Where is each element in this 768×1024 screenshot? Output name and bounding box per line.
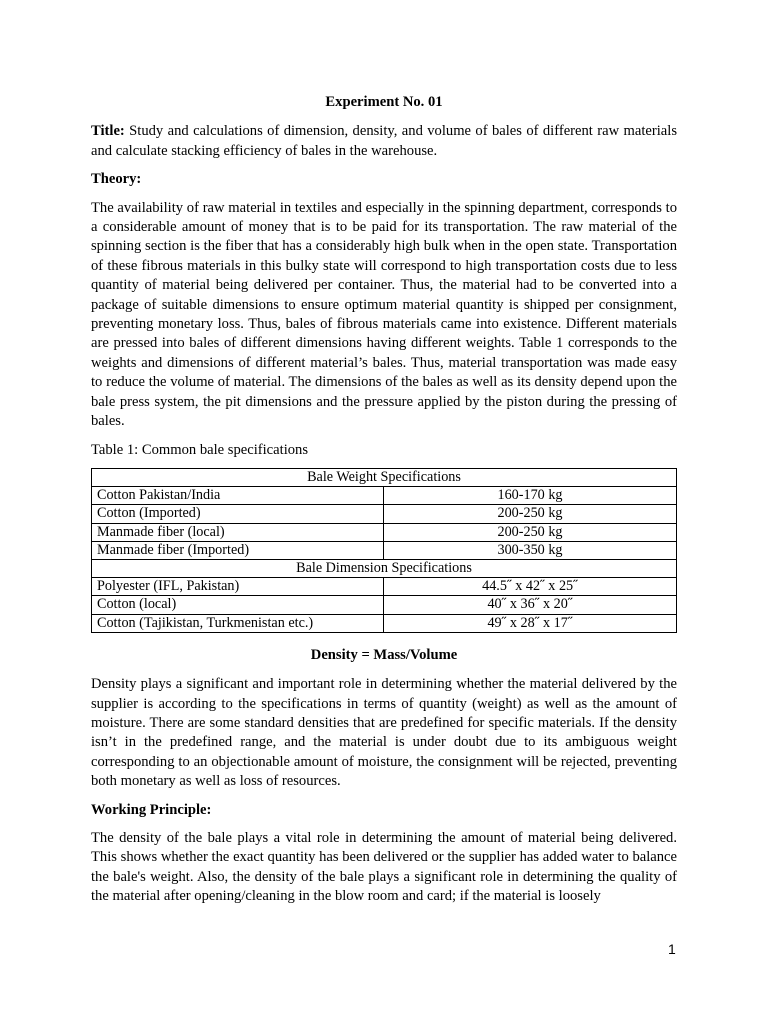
document-page (91, 93, 677, 916)
table-row (92, 505, 677, 523)
density-paragraph: Density plays a significant and important role in determining whether the material delivered by the supplier is according to the specifications in terms of quantity (weight) as well as the amount of moisture. There are some standard densities that are predefined for specific materials. If the density isn’t in the predefined range, and the material is under doubt due to its ambiguous weight corresponding to an objectionable amount of moisture, the consignment will be rejected, preventing both monetary as well as loss of resources. (91, 676, 677, 790)
table-cell-value: 49˝ x 28˝ x 17˝ (384, 614, 677, 632)
experiment-heading: Experiment No. 01 (325, 94, 443, 110)
table-row (92, 614, 677, 632)
table-row (92, 487, 677, 505)
table-row (92, 578, 677, 596)
table-cell-label: Manmade fiber (local) (92, 523, 384, 541)
table-cell-label: Cotton Pakistan/India (92, 487, 384, 505)
working-principle-paragraph: The density of the bale plays a vital role in determining the amount of material being delivered. This shows whether the exact quantity has been delivered or the supplier has added water to balance the bale's weight. Also, the density of the bale plays a significant role in determining the quality of the material after opening/cleaning in the blow room and card; if the material is loosely (91, 829, 677, 905)
table-cell-value: 200-250 kg (384, 505, 677, 523)
title-paragraph (91, 122, 677, 161)
table-cell-value: 300-350 kg (384, 541, 677, 559)
density-formula: Density = Mass/Volume (310, 646, 458, 663)
table-cell-label: Cotton (Tajikistan, Turkmenistan etc.) (92, 614, 384, 632)
table-cell-label: Manmade fiber (Imported) (92, 541, 384, 559)
table-caption: Table 1: Common bale specifications (91, 441, 309, 458)
table-row (92, 468, 677, 486)
theory-paragraph: The availability of raw material in textiles and especially in the spinning department, corresponds to a considerable amount of money that is to be paid for its transportation. The raw material of the spinning section is the fiber that has a considerably high bulk when in the open state. Transportation of these fibrous materials in this bulky state will correspond to high transportation costs due to less quantity of material being delivered per container. Thus, the material had to be converted into a package of suitable dimensions to ensure optimum material quantity is shipped per consignment, preventing monetary loss. Thus, bales of fibrous materials came into existence. Different materials are pressed into bales of different dimensions having different weights. Table 1 corresponds to the weights and dimensions of different material’s bales. Thus, material transportation was made easy to reduce the volume of material. The dimensions of the bales as well as its density depend upon the bale press system, the pit dimensions and the pressure applied by the piston during the pressing of bales. (91, 199, 677, 430)
dimension-spec-header: Bale Dimension Specifications (92, 559, 677, 577)
table-cell-label: Cotton (local) (92, 596, 384, 614)
table-row (92, 596, 677, 614)
table-row (92, 541, 677, 559)
table-row (92, 523, 677, 541)
table-row (92, 559, 677, 577)
table-cell-value: 44.5˝ x 42˝ x 25˝ (384, 578, 677, 596)
table-cell-value: 40˝ x 36˝ x 20˝ (384, 596, 677, 614)
weight-spec-header: Bale Weight Specifications (92, 468, 677, 486)
bale-spec-table (91, 468, 677, 633)
title-label: Title: (91, 123, 125, 140)
table-cell-label: Polyester (IFL, Pakistan) (92, 578, 384, 596)
table-cell-value: 160-170 kg (384, 487, 677, 505)
working-principle-heading: Working Principle: (91, 801, 212, 818)
title-text: Study and calculations of dimension, density, and volume of bales of different raw materials and calculate stacking efficiency of bales in the warehouse. (91, 123, 677, 159)
page-number: 1 (668, 941, 676, 957)
table-cell-label: Cotton (Imported) (92, 505, 384, 523)
table-cell-value: 200-250 kg (384, 523, 677, 541)
theory-heading: Theory: (91, 171, 142, 188)
